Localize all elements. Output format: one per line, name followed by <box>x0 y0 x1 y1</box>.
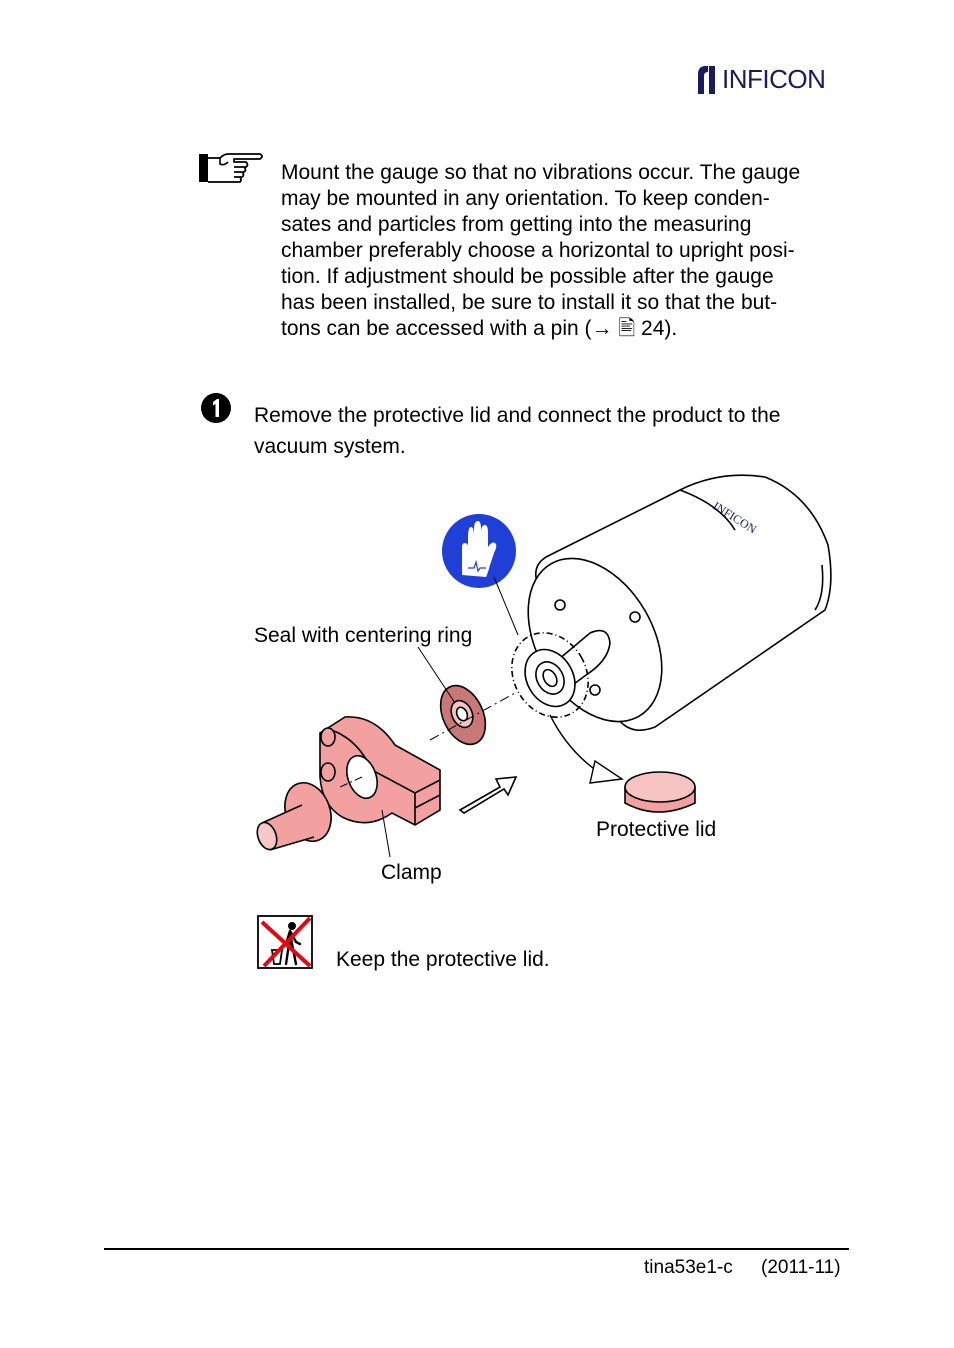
inficon-logo-mark-icon <box>694 62 724 96</box>
wear-gloves-icon <box>442 514 518 635</box>
protective-lid <box>625 772 695 812</box>
logo-text: INFICON <box>722 64 826 94</box>
gauge-assembly-drawing <box>250 465 850 895</box>
note-line: has been installed, be sure to install it so that the but- <box>281 291 778 314</box>
clamp <box>320 717 440 825</box>
step-line: vacuum system. <box>254 435 406 458</box>
installation-figure <box>250 465 850 895</box>
note-line: tion. If adjustment should be possible after the gauge <box>281 265 774 288</box>
label-protective-lid: Protective lid <box>596 818 717 841</box>
label-seal: Seal with centering ring <box>254 624 473 647</box>
note-line: may be mounted in any orientation. To keep conden- <box>281 187 770 210</box>
gauge-logo-text: INFICON <box>710 498 760 537</box>
note-paragraph <box>281 160 841 342</box>
note-line: chamber preferably choose a horizontal to upright posi- <box>281 239 795 262</box>
seal-with-centering-ring <box>432 678 494 751</box>
footer-date: (2011-11) <box>761 1257 841 1278</box>
note-line: tons can be accessed with a pin (→ 🖹 24). <box>281 317 678 340</box>
step-instruction <box>254 400 834 462</box>
note-line: sates and particles from getting into the measuring <box>281 213 752 236</box>
footer-document-id: tina53e1-c <box>644 1257 733 1278</box>
pointing-hand-icon <box>198 152 266 186</box>
note-line: Mount the gauge so that no vibrations occur. The gauge <box>281 161 801 184</box>
gauge-body <box>497 475 831 783</box>
insert-direction-arrow-icon <box>460 777 516 813</box>
step-line: Remove the protective lid and connect the product to the <box>254 404 781 427</box>
do-not-discard-icon <box>256 914 314 970</box>
inficon-logo <box>694 62 846 96</box>
keep-lid-note: Keep the protective lid. <box>336 948 550 971</box>
footer-divider <box>104 1248 849 1250</box>
step-1-icon <box>200 392 232 424</box>
label-clamp: Clamp <box>381 861 442 884</box>
